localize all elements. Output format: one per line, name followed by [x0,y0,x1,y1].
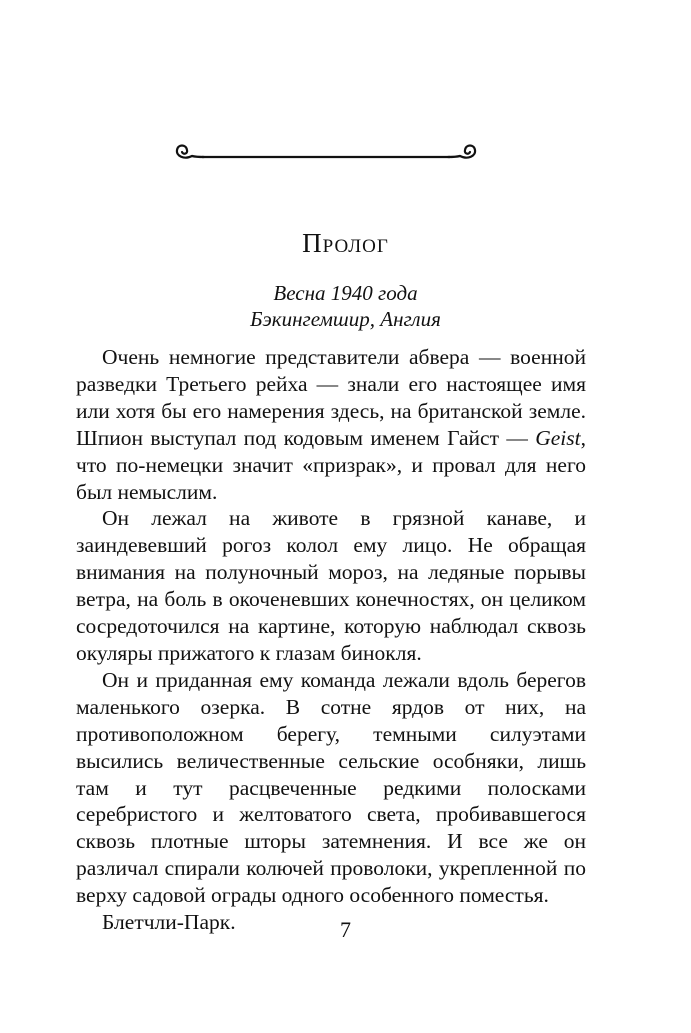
paragraph-1-text-end: , что по-немецки значит «призрак», и провал для него был немыслим. [76,425,586,504]
chapter-title: Пролог [302,228,389,258]
paragraph-4: Блетчли-Парк. [102,910,236,935]
paragraph-1 [76,344,586,505]
ornament-left-curl [177,146,192,158]
page-number: 7 [340,917,351,942]
epigraph-place: Бэкингемшир, Англия [250,307,441,331]
chapter-ornament [172,140,480,170]
paragraph-1-text-start: Очень немногие представители абвера — военной разведки Третьего рейха — знали его настоящее имя или хотя бы его намерения здесь, на британской земле. Шпион выступал под кодовым именем Гайст — [76,345,586,450]
epigraph-date: Весна 1940 года [273,281,418,305]
body-text [76,344,586,936]
ornament-right-curl [460,146,475,158]
paragraph-2: Он лежал на животе в грязной канаве, и заиндевевший рогоз колол ему лицо. Не обращая внимания на полуночный мороз, на ледяные порывы ветра, на боль в окоченевших конечностях, он целиком сосредоточился на картине, которую наблюдал сквозь окуляры прижатого к глазам бинокля. [76,506,586,665]
paragraph-3: Он и приданная ему команда лежали вдоль берегов маленького озерка. В сотне ярдов от них, на противоположном берегу, темными силуэтами высились величественные сельские особняки, лишь там и тут расцвеченные редкими полосками серебристого и желтоватого света, пробивавшегося сквозь плотные шторы затемнения. И все же он различал спирали колючей проволоки, укрепленной по верху садовой ограды одного особенного поместья. [76,667,586,908]
paragraph-1-italic-word: Geist [535,425,581,450]
